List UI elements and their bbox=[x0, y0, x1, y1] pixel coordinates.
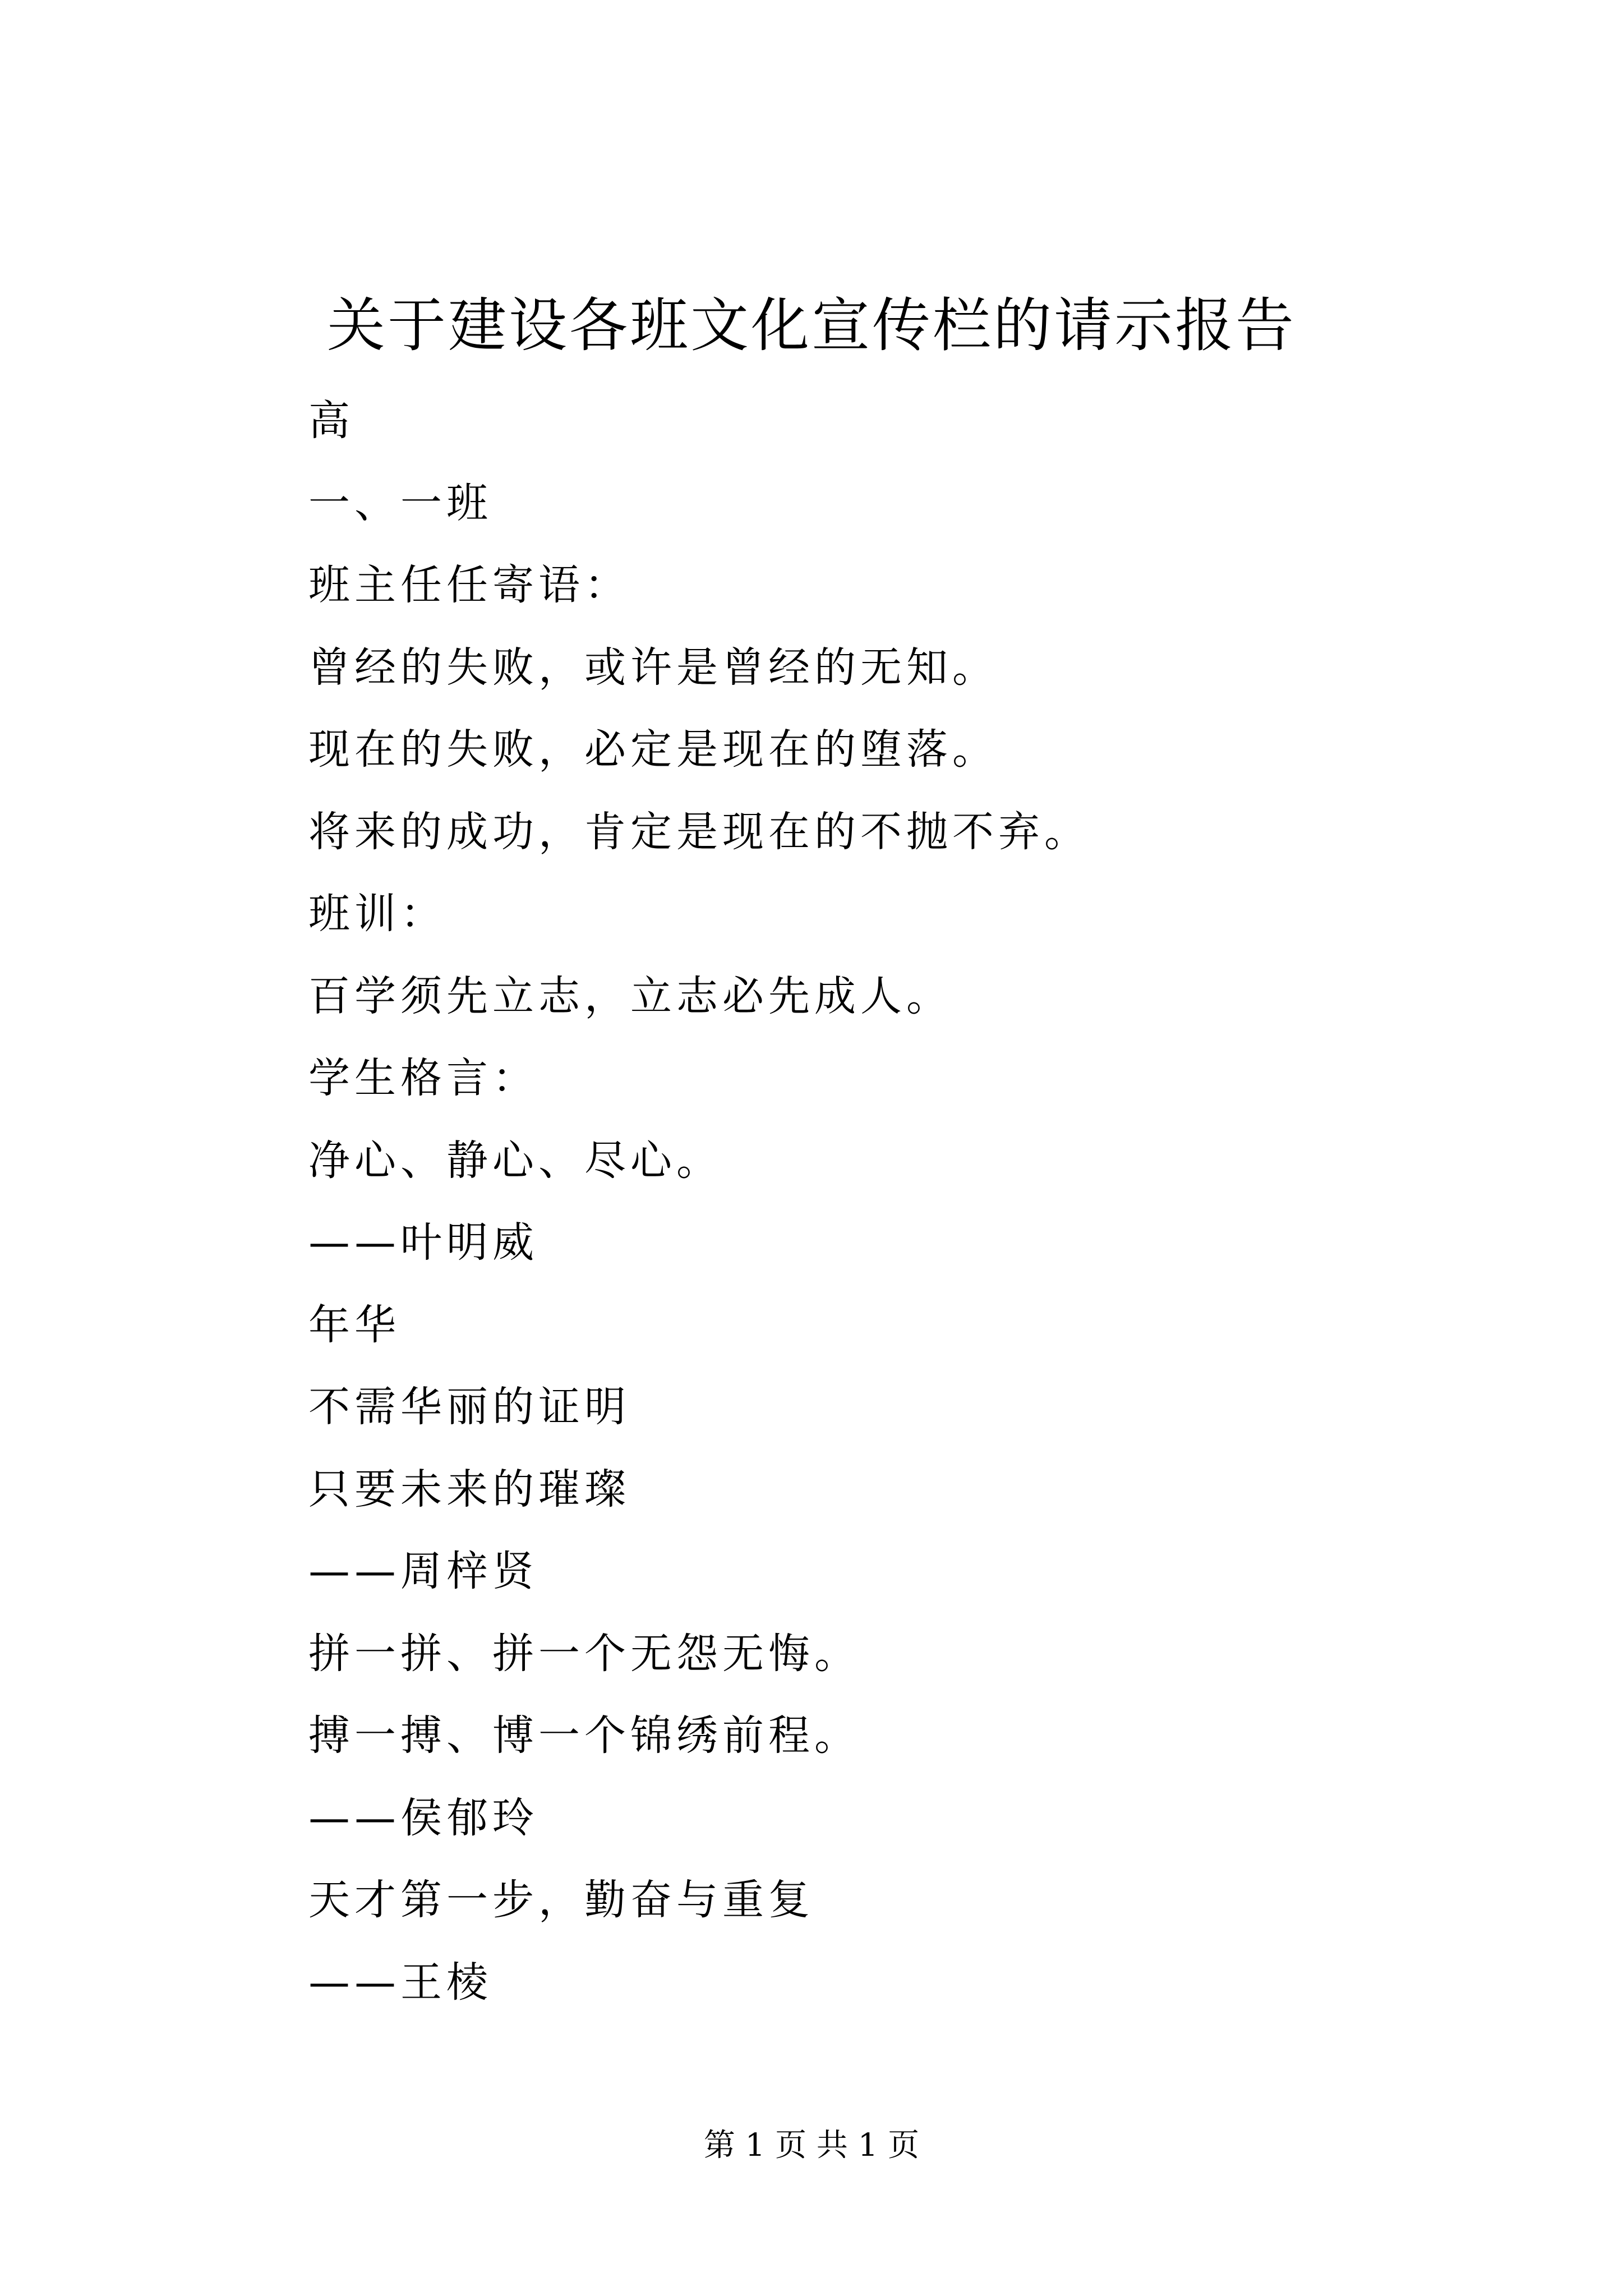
body-line: 拼一拼、拼一个无怨无悔。 bbox=[308, 1629, 860, 1678]
body-line: 不需华丽的证明 bbox=[308, 1383, 630, 1431]
body-line: 只要未来的璀璨 bbox=[308, 1465, 630, 1513]
body-line: 搏一搏、博一个锦绣前程。 bbox=[308, 1711, 860, 1760]
body-line: 将来的成功，肯定是现在的不抛不弃。 bbox=[308, 807, 1090, 856]
document-title: 关于建设各班文化宣传栏的请示报告 bbox=[326, 291, 1296, 360]
body-line: 现在的失败，必定是现在的堕落。 bbox=[308, 725, 998, 774]
body-line: 学生格言： bbox=[308, 1054, 538, 1102]
body-line: 百学须先立志，立志必先成人。 bbox=[308, 972, 952, 1020]
body-line: 净心、静心、尽心。 bbox=[308, 1136, 722, 1185]
body-line: 年华 bbox=[308, 1300, 400, 1349]
body-line: 高 bbox=[308, 397, 354, 445]
body-line: 一、一班 bbox=[308, 478, 492, 527]
page-footer: 第 1 页 共 1 页 bbox=[703, 2127, 920, 2164]
body-line: 班主任任寄语： bbox=[308, 561, 630, 609]
body-line: 天才第一步，勤奋与重复 bbox=[308, 1876, 814, 1924]
body-line: ——周梓贤 bbox=[308, 1547, 538, 1595]
body-line: ——侯郁玲 bbox=[308, 1793, 538, 1842]
document-body bbox=[308, 380, 1542, 2023]
body-line: ——叶明威 bbox=[308, 1218, 538, 1267]
body-line: 曾经的失败，或许是曾经的无知。 bbox=[308, 643, 998, 692]
body-line: 班训： bbox=[308, 890, 446, 938]
body-line: ——王棱 bbox=[308, 1958, 492, 2007]
